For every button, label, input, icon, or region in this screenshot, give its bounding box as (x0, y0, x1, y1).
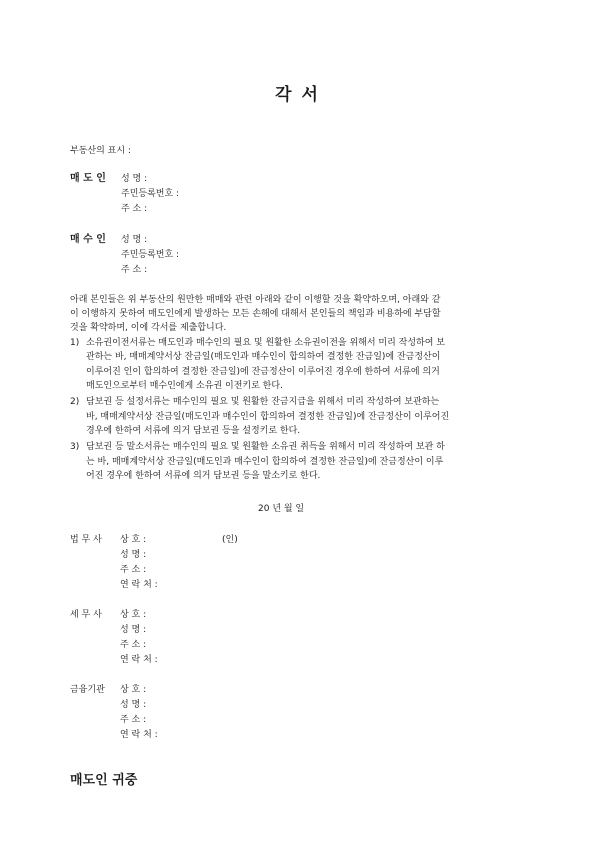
seller-id-label: 주민등록번호 : (121, 189, 180, 199)
item-line: 는 바, 매매계약서상 잔금일(매도인과 매수인이 합의하여 결정한 잔금일)에 잔금정산이 이루 (86, 457, 444, 467)
property-label: 부동산의 표시 : (70, 146, 131, 156)
bank-company-label: 상 호 : (120, 685, 147, 695)
addressee: 매도인 귀중 (70, 773, 138, 788)
lawyer-heading: 법 무 사 (70, 535, 102, 545)
date-line: 20 년 월 일 (258, 504, 305, 514)
intro-line: 것을 확약하며, 이에 각서를 제출합니다. (70, 323, 227, 333)
seller-name-label: 성 명 : (121, 174, 148, 184)
intro-line: 이 이행하지 못하여 매도인에게 발생하는 모든 손해에 대해서 본인들의 책임과 비용하에 부담할 (70, 309, 441, 319)
item-line: 담보권 등 말소서류는 매수인의 필요 및 원활한 소유권 취득을 위해서 미리 작성하여 보관 하 (86, 442, 445, 452)
seller-heading: 매 도 인 (70, 173, 106, 184)
item-line: 관하는 바, 매매계약서상 잔금일(매도인과 매수인이 합의하여 결정한 잔금일)에 잔금정산이 (86, 352, 441, 362)
item-line: 어진 경우에 한하여 서류에 의거 담보권 등을 말소키로 한다. (86, 471, 321, 481)
buyer-address-label: 주 소 : (121, 265, 148, 275)
seal-mark: (인) (222, 535, 238, 545)
item-number: 1) (70, 338, 80, 348)
bank-name-label: 성 명 : (120, 700, 147, 710)
item-line: 바, 매매계약서상 잔금일(매도인과 매수인이 합의하여 결정한 잔금일)에 잔금정산이 이루어진 (86, 412, 450, 422)
item-line: 소유권이전서류는 매도인과 매수인의 필요 및 원활한 소유권이전을 위해서 미리 작성하여 보 (86, 338, 445, 348)
tax-heading: 세 무 사 (70, 610, 102, 620)
lawyer-name-label: 성 명 : (120, 550, 147, 560)
document-title: 각 서 (275, 85, 320, 105)
item-number: 3) (70, 442, 80, 452)
item-number: 2) (70, 397, 80, 407)
item-line: 담보권 등 설정서류는 매수인의 필요 및 원활한 잔금지급을 위해서 미리 작성하여 보관하는 (86, 397, 440, 407)
tax-address-label: 주 소 : (120, 640, 147, 650)
tax-company-label: 상 호 : (120, 610, 147, 620)
item-line: 매도인으로부터 매수인에게 소유권 이전키로 한다. (86, 381, 283, 391)
item-line: 경우에 한하여 서류에 의거 담보권 등을 설정키로 한다. (86, 426, 301, 436)
buyer-name-label: 성 명 : (121, 235, 148, 245)
lawyer-address-label: 주 소 : (120, 565, 147, 575)
buyer-heading: 매 수 인 (70, 234, 106, 245)
tax-contact-label: 연 락 처 : (120, 655, 158, 665)
tax-name-label: 성 명 : (120, 625, 147, 635)
bank-heading: 금융기관 (70, 685, 105, 695)
bank-address-label: 주 소 : (120, 715, 147, 725)
seller-address-label: 주 소 : (121, 204, 148, 214)
lawyer-contact-label: 연 락 처 : (120, 580, 158, 590)
lawyer-company-label: 상 호 : (120, 535, 147, 545)
bank-contact-label: 연 락 처 : (120, 730, 158, 740)
buyer-id-label: 주민등록번호 : (121, 250, 180, 260)
item-line: 이루어진 인이 합의하여 결정한 잔금일)에 잔금정산이 이루어진 경우에 한하여 서류에 의거 (86, 367, 440, 377)
intro-line: 아래 본인들은 위 부동산의 원만한 매매와 관련 아래와 같이 이행할 것을 확약하오며, 아래와 같 (70, 295, 441, 305)
